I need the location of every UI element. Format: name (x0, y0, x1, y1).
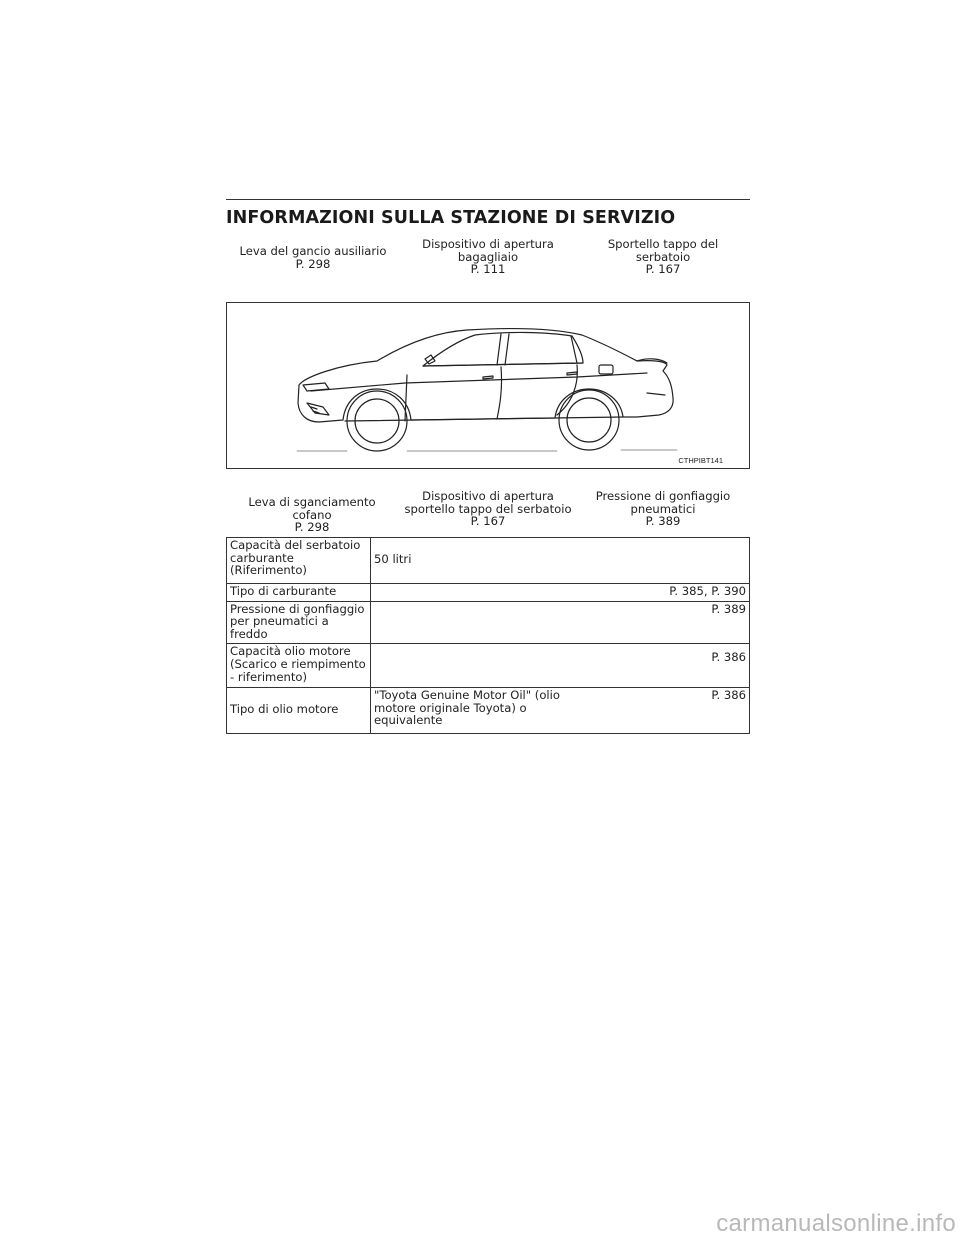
table-cell-value (371, 688, 750, 734)
callout-page-ref[interactable]: P. 298 (294, 520, 330, 535)
callout-label: Dispositivo di apertura sportello tappo del serbatoio (404, 489, 572, 516)
table-cell-label: Tipo di olio motore (227, 688, 371, 734)
table-row (227, 538, 750, 584)
callout-page-ref[interactable]: P. 167 (470, 514, 506, 529)
callout-page-ref[interactable]: P. 167 (645, 262, 681, 277)
table-row (227, 601, 750, 644)
page-reference[interactable]: P. 386 (711, 649, 746, 664)
callout-page-ref[interactable]: P. 389 (645, 514, 681, 529)
page-reference[interactable]: P. 386 (711, 688, 746, 703)
car-side-view-illustration (227, 303, 749, 468)
page-title: INFORMAZIONI SULLA STAZIONE DI SERVIZIO (226, 208, 676, 228)
table-row (227, 644, 750, 688)
callout-fuel-door-opener (404, 490, 572, 528)
page-reference[interactable]: P. 385, P. 390 (669, 584, 746, 598)
callout-auxiliary-hook-lever (236, 245, 390, 270)
callout-hood-release-lever (229, 496, 395, 534)
callout-label: Leva del gancio ausiliario (239, 244, 387, 258)
car-figure (226, 302, 750, 469)
callout-label: Dispositivo di apertura bagagliaio (422, 237, 554, 264)
callout-label: Sportello tappo del serbatoio (607, 237, 719, 264)
callout-label: Pressione di gonfiaggio pneumatici (595, 489, 731, 516)
table-row (227, 688, 750, 734)
table-cell-label: Tipo di carburante (227, 584, 371, 602)
figure-code: CTHPIBT141 (678, 456, 723, 465)
table-cell-label: Capacità del serbatoio carburante (Riferimento) (227, 538, 371, 584)
header-rule (226, 199, 750, 200)
table-row (227, 584, 750, 602)
callout-tire-pressure (592, 490, 734, 528)
table-cell-value (371, 584, 750, 602)
service-info-table (226, 537, 750, 734)
watermark: carmanualsonline.info (716, 1210, 956, 1237)
table-cell-value (371, 538, 750, 584)
table-cell-value (371, 601, 750, 644)
callout-trunk-opener (418, 238, 558, 276)
callout-page-ref[interactable]: P. 111 (470, 262, 506, 277)
oil-type-value: "Toyota Genuine Motor Oil" (olio motore originale Toyota) o equivalente (374, 688, 560, 728)
page-reference[interactable]: P. 389 (711, 601, 746, 616)
callout-page-ref[interactable]: P. 298 (295, 256, 331, 271)
table-cell-label: Capacità olio motore (Scarico e riempimento - riferimento) (227, 644, 371, 688)
callout-label: Leva di sganciamento cofano (248, 495, 376, 522)
table-cell-label: Pressione di gonfiaggio per pneumatici a freddo (227, 601, 371, 644)
table-cell-value (371, 644, 750, 688)
callout-fuel-door (596, 238, 730, 276)
fuel-capacity-value: 50 litri (374, 552, 412, 567)
